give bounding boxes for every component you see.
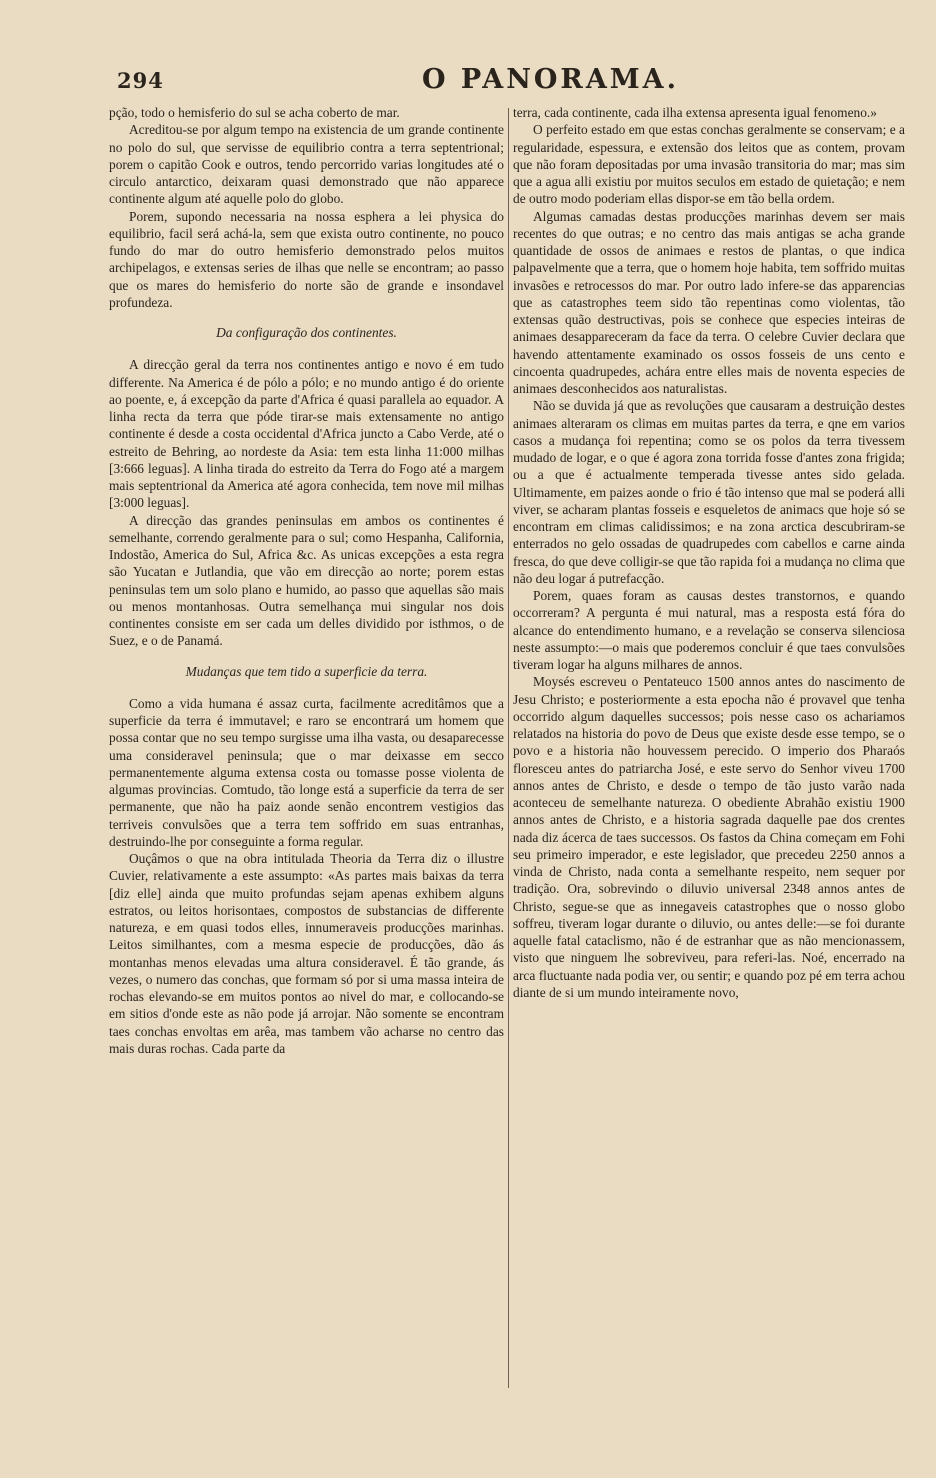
section-heading: Da configuração dos continentes. [216, 325, 397, 340]
page-number: 294 [117, 68, 164, 93]
paragraph: Algumas camadas destas producções marinhas devem ser mais recentes do que outras; e no centro das mais antigas se acha grande quantidade de ossos de animaes e restos de plantas, o que indica palpavelmente que a terra, que o homem hoje habita, tem soffrido muitas invasões e retrocessos do mar. Por outro lado infere-se das apparencias que as catastrophes teem sido tão repentinas como violentas, tão extensas quão destructivas, pois se conhece que especies inteiras de animaes desappareceram da face da terra. O celebre Cuvier declara que havendo attentamente examinado os ossos fosseis de uns cento e cincoenta quadrupedes, achára entre elles mais de noventa especies de animaes desconhecidos aos naturalistas. [513, 208, 905, 396]
paragraph: A direcção geral da terra nos continentes antigo e novo é em tudo differente. Na America é de pólo a pólo; e no mundo antigo é do oriente ao poente, e, á excepção da parte d'Africa é quasi parallela ao equador. A linha recta da terra que póde tirar-se mais extensamente no antigo continente é desde a costa occidental d'Africa juncto a Cabo Verde, até o estreito de Behring, ao nordeste da Asia: tem esta linha 11:000 milhas [3:666 leguas]. A linha tirada do estreito da Terra do Fogo até a margem mais septentrional da America até agora conhecida, tem nove mil milhas [3:000 leguas]. [109, 357, 504, 511]
paragraph: A direcção das grandes peninsulas em ambos os continentes é semelhante, correndo geralmente para o sul; como Hespanha, California, Indostão, America do Sul, Africa &c. As unicas excepções a esta regra são Yucatan e Jutlandia, que vão em direcção ao norte; porem estas peninsulas tem um solo plano e humido, ao passo que aquellas são mais ou menos montanhosas. Outra semelhança mui singular nos dois continentes consiste em ser cada um delles dividido por isthmos, o de Suez, e o de Panamá. [109, 512, 504, 649]
paragraph: Acreditou-se por algum tempo na existencia de um grande continente no polo do sul, que servisse de equilibrio contra a terra septentrional; porem o capitão Cook e outros, tendo percorrido varias longitudes até o circulo antarctico, deixaram quasi demonstrado que não apparece continente algum até aquelle polo do globo. [109, 122, 504, 207]
running-title: O PANORAMA. [422, 64, 680, 95]
paragraph: Porem, quaes foram as causas destes transtornos, e quando occorreram? A pergunta é mui natural, mas a resposta está fóra do alcance do entendimento humano, e a revelação se conserva silenciosa neste assumpto:—o mais que poderemos concluir é que taes convulsões tiveram logar ha alguns milhares de annos. [513, 588, 905, 672]
paragraph: Ouçâmos o que na obra intitulada Theoria da Terra diz o illustre Cuvier, relativamente a este assumpto: «As partes mais baixas da terra [diz elle] ainda que muito profundas sejam apenas exhibem alguns estratos, ou leitos horisontaes, compostos de substancias de differente natureza, e em quasi todos elles, innumeraveis producções marinhas. Leitos similhantes, com a mesma especie de producções, dão ás montanhas menos elevadas uma altura consideravel. É tão grande, ás vezes, o numero das conchas, que formam só por si uma massa inteira de rochas elevando-se em muitos pontos ao nivel do mar, e collocando-se em sitios d'onde este as não pode já arrojar. Não somente se encontram taes conchas envoltas em arêa, mas tambem vão acharse no centro das mais duras rochas. Cada parte da [109, 851, 504, 1056]
page-header [117, 62, 905, 98]
section-heading: Mudanças que tem tido a superficie da terra. [185, 663, 428, 679]
paragraph: pção, todo o hemisferio do sul se acha coberto de mar. [109, 105, 400, 120]
paragraph: Moysés escreveu o Pentateuco 1500 annos antes do nascimento de Jesu Christo; e posteriormente a esta epocha não é provavel que tenha occorrido algum daquelles successos; pois nesse caso os achariamos relatados na historia do povo de Deus que existe desde esse tempo, se o povo e a historia não houvessem perecido. O imperio dos Pharaós floresceu antes do patriarcha José, e este servo do Senhor viveu 1700 annos antes de Christo, e desde o tempo de tão justo varão nada aconteceu de semelhante natureza. O obediente Abrahão existiu 1900 annos antes de Christo, e a historia sagrada daquelle pae dos crentes nada diz ácerca de taes successos. Os fastos da China começam em Fohi seu primeiro imperador, e este legislador, que precedeu 2250 annos a vinda de Christo, nada conta a semelhante respeito, nem sequer por tradição. Ora, sobrevindo o diluvio universal 2348 annos antes de Christo, segue-se que as innegaveis catastrophes que o nosso globo soffreu, tiveram logar durante o diluvio, ou antes delle:—se foi durante aquelle fatal cataclismo, não é de estranhar que as não mencionassem, visto que ninguem lhe sobreviveu, para referi-las. Noé, encerrado na arca fluctuante nada podia ver, ou sentir; e quando poz pé em terra achou diante de si um mundo inteiramente novo, [513, 674, 905, 1000]
paragraph: O perfeito estado em que estas conchas geralmente se conservam; e a regularidade, espessura, e extensão dos leitos que as contem, provam que não foram depositadas por uma invasão transitoria do mar; mas sim que a agua alli existiu por muitos seculos em estado de quietação; e nem de outro modo poderiam ellas dispor-se em tão bella ordem. [513, 122, 905, 207]
paragraph: terra, cada continente, cada ilha extensa apresenta igual fenomeno.» [513, 105, 877, 120]
paragraph: Porem, supondo necessaria na nossa esphera a lei physica do equilibrio, facil será achá-la, sem que exista outro continente, no pouco fundo do mar do outro hemisferio demonstrado pelos muitos archipelagos, e extensas series de ilhas que nelle se encontram; ao passo que os mares do hemisferio do norte são de grande e insondavel profundeza. [109, 208, 504, 310]
paragraph: Como a vida humana é assaz curta, facilmente acreditâmos que a superficie da terra é immutavel; e raro se encontrará um homem que possa contar que no seu tempo surgisse uma ilha vasta, ou desaparecesse uma consideravel peninsula; que o mar deixasse em secco permanentemente alguma extensa costa ou tomasse posse violenta de algumas provincias. Comtudo, tão longe está a superficie da terra de ser permanente, que não ha paiz aonde senão encontrem vestigios das terriveis convulsões que a terra tem soffrido em suas entranhas, destruindo-lhe por conseguinte a forma regular. [109, 695, 504, 849]
text-columns [109, 104, 909, 1404]
column-divider [508, 108, 509, 1388]
paragraph: Não se duvida já que as revoluções que causaram a destruição destes animaes alteraram os climas em muitas partes da terra, e qne em varios casos a mudança foi repentina; como se os polos da terra tivessem mudado de logar, e o que é agora zona torrida fosse d'antes zona frigida; ou a que é actualmente temperada tivesse antes sido gelada. Ultimamente, em paizes aonde o frio é tão intenso que mal se poderá alli viver, se acharam plantas fosseis e esqueletos de animacs que hoje só se encontram em climas calidissimos; e na zona arctica descubriram-se enterrados no gelo ossadas de quadrupedes com cabellos e carne ainda fresca, do que deve colligir-se que tão rapida foi a mudança no clima que não deu logar á putrefacção. [513, 398, 905, 586]
left-column [109, 104, 504, 1404]
right-column [513, 104, 905, 1404]
